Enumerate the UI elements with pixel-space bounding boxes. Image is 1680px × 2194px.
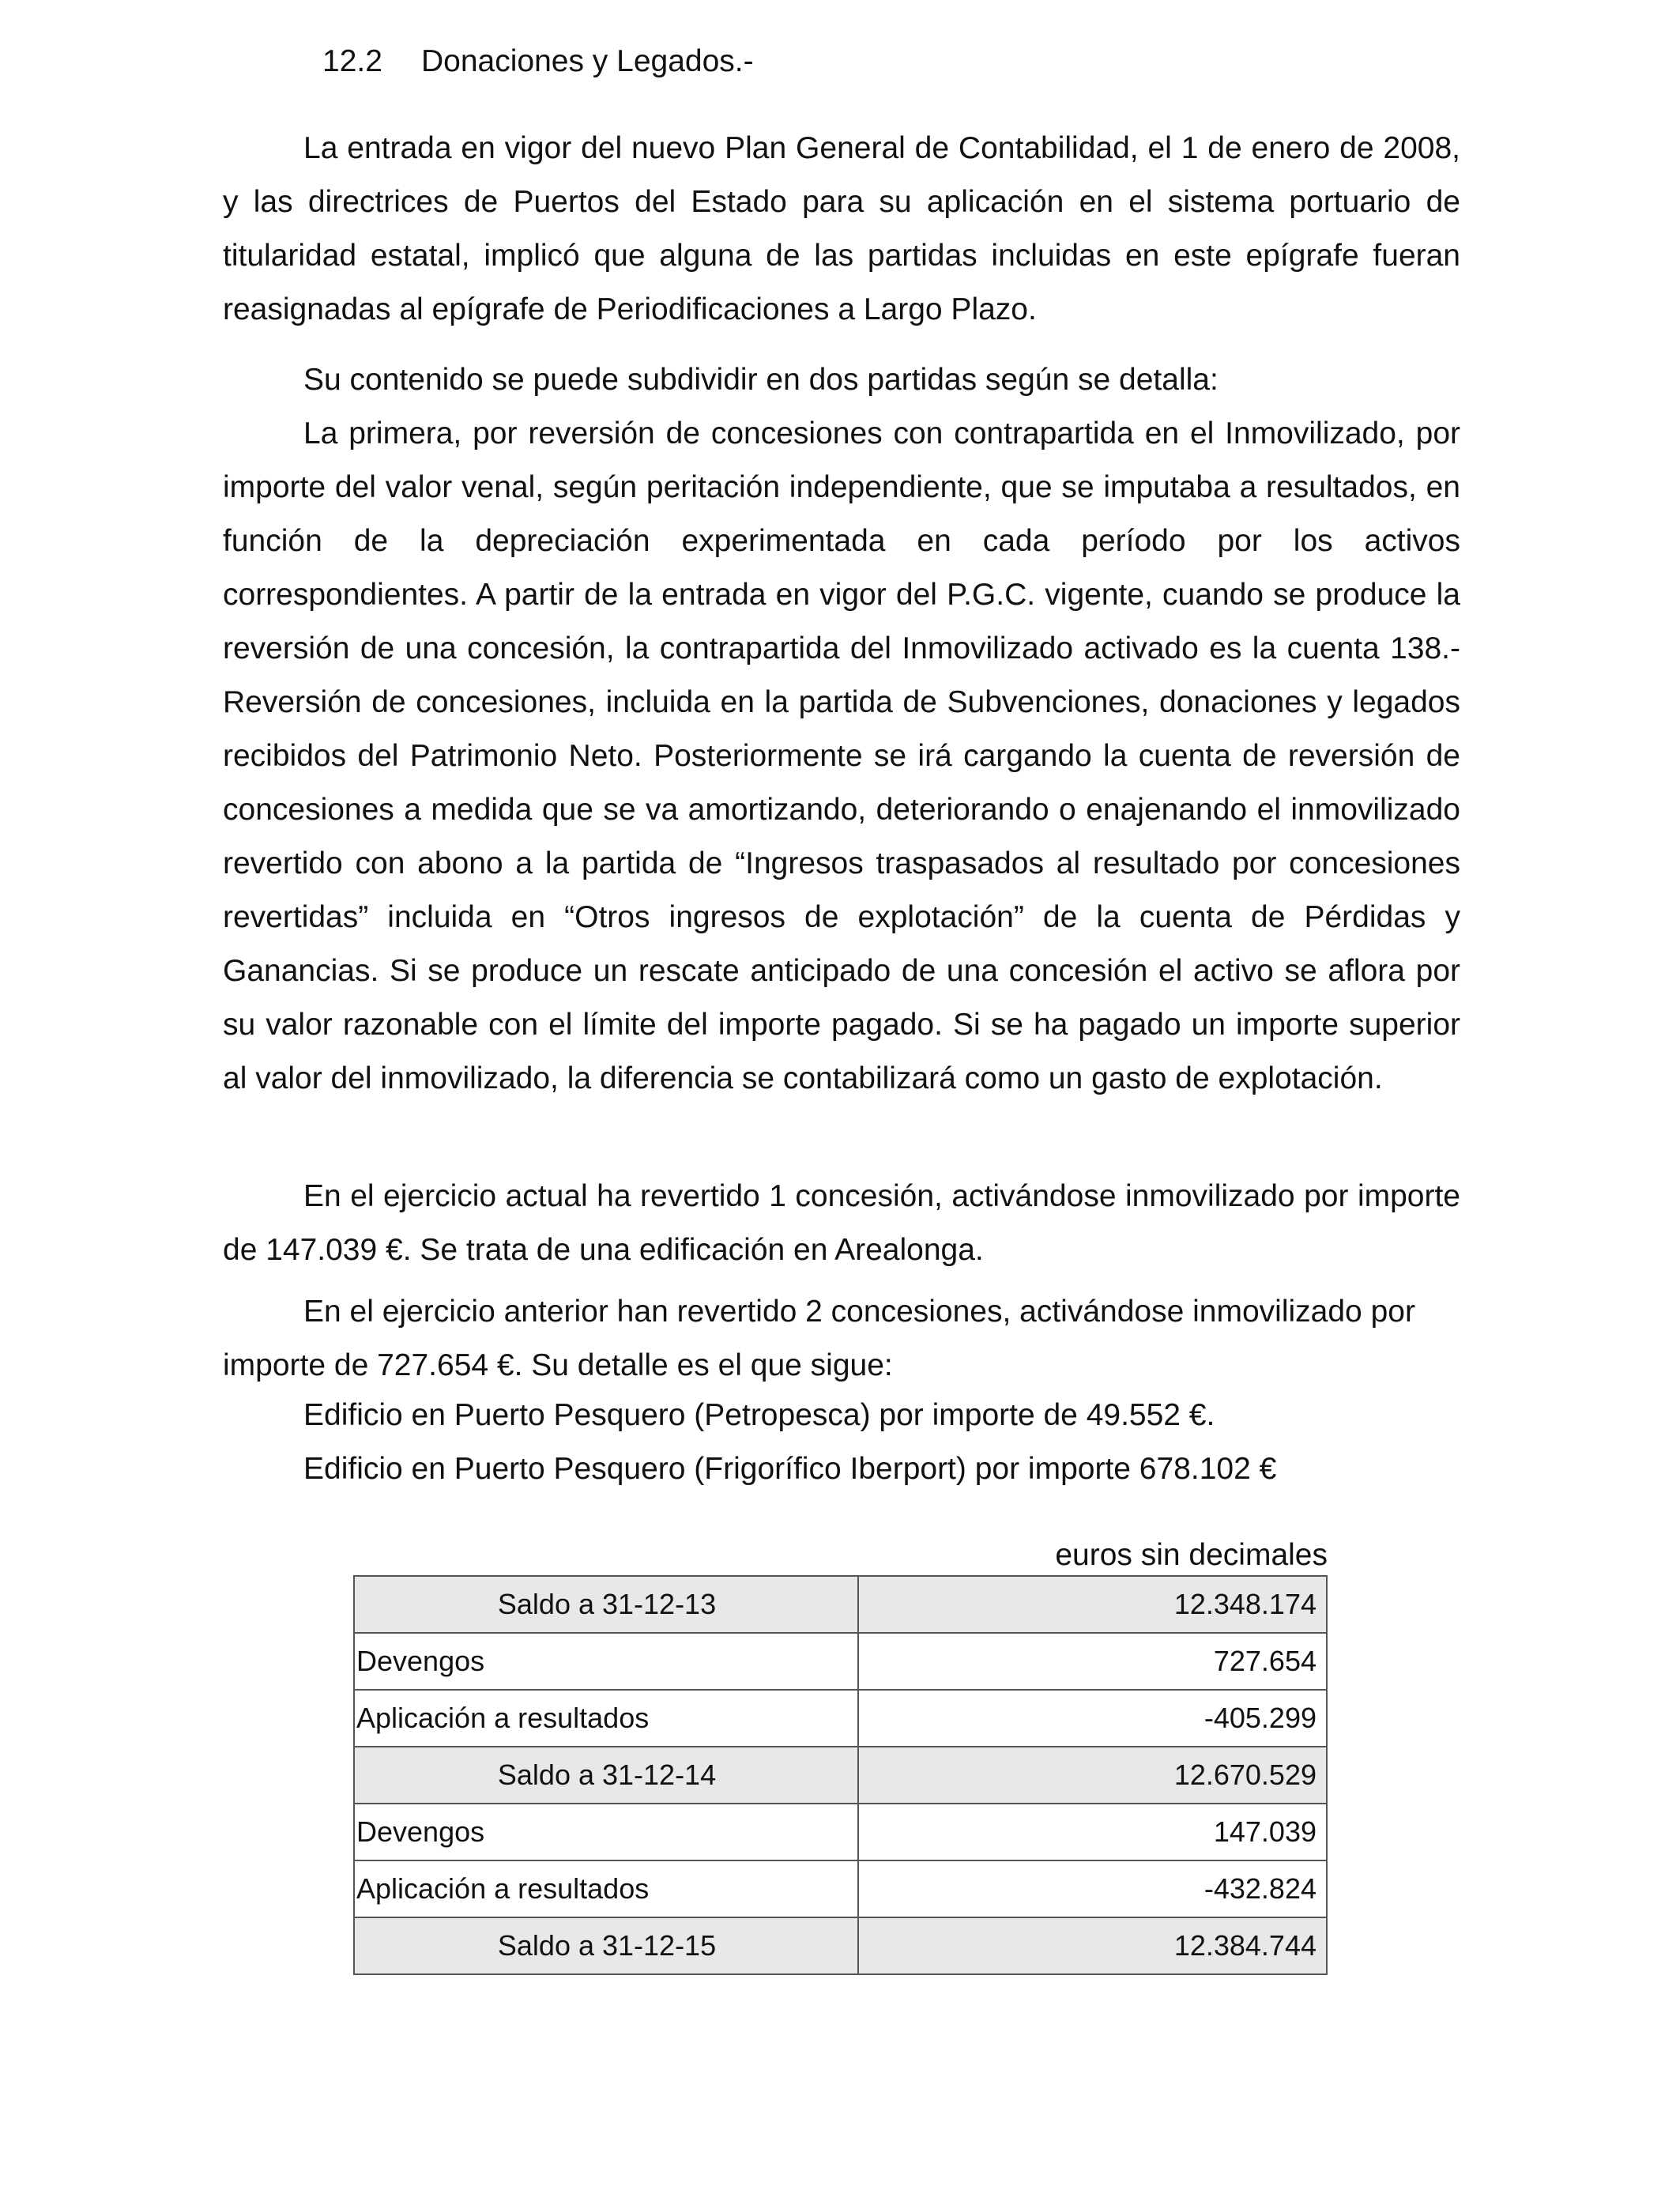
paragraph-block-current-year (223, 1170, 1460, 1277)
section-heading (322, 40, 754, 84)
table-row (354, 1633, 1327, 1690)
row-value: 147.039 (858, 1804, 1327, 1860)
detail-item-iberport: Edificio en Puerto Pesquero (Frigorífico Iberport) por importe 678.102 € (303, 1452, 1277, 1486)
paragraph-intro: La entrada en vigor del nuevo Plan General de Contabilidad, el 1 de enero de 2008, y las directrices de Puertos del Estado para su aplicación en el sistema portuario de titularidad estatal, implicó que alguna de las partidas incluidas en este epígrafe fueran reasignadas al epígrafe de Periodificaciones a Largo Plazo. (223, 131, 1460, 326)
table-row (354, 1804, 1327, 1860)
row-label: Aplicación a resultados (354, 1860, 858, 1917)
paragraph-first-item: La primera, por reversión de concesiones con contrapartida en el Inmovilizado, por importe del valor venal, según peritación independiente, que se imputaba a resultados, en función de la depreciación experimentada en cada período por los activos correspondientes. A partir de la entrada en vigor del P.G.C. vigente, cuando se produce la reversión de una concesión, la contrapartida del Inmovilizado activado es la cuenta 138.- Reversión de concesiones, incluida en la partida de Subvenciones, donaciones y legados recibidos del Patrimonio Neto. Posteriormente se irá cargando la cuenta de reversión de concesiones a medida que se va amortizando, deteriorando o enajenando el inmovilizado revertido con abono a la partida de “Ingresos traspasados al resultado por concesiones revertidas” incluida en “Otros ingresos de explotación” de la cuenta de Pérdidas y Ganancias. Si se produce un rescate anticipado de una concesión el activo se aflora por su valor razonable con el límite del importe pagado. Si se ha pagado un importe superior al valor del inmovilizado, la diferencia se contabilizará como un gasto de explotación. (223, 417, 1460, 1095)
paragraph-previous-year: En el ejercicio anterior han revertido 2 concesiones, activándose inmovilizado por importe de 727.654 €. Su detalle es el que sigue: (223, 1295, 1415, 1382)
balance-table (353, 1575, 1328, 1975)
table-row (354, 1576, 1327, 1633)
table-row (354, 1917, 1327, 1974)
section-title: Donaciones y Legados.- (421, 44, 754, 78)
row-value: 12.348.174 (858, 1576, 1327, 1633)
paragraph-block-contents (223, 353, 1460, 1106)
table-unit-label: euros sin decimales (1055, 1538, 1328, 1572)
row-value: 12.670.529 (858, 1747, 1327, 1804)
row-label: Saldo a 31-12-13 (354, 1576, 858, 1633)
paragraph-block-previous-year (223, 1285, 1460, 1393)
detail-item-petropesca: Edificio en Puerto Pesquero (Petropesca) por importe de 49.552 €. (303, 1398, 1215, 1432)
paragraph-block-intro (223, 122, 1460, 337)
row-label: Devengos (354, 1804, 858, 1860)
row-label: Aplicación a resultados (354, 1690, 858, 1747)
section-number: 12.2 (322, 44, 382, 78)
row-value: 727.654 (858, 1633, 1327, 1690)
row-label: Devengos (354, 1633, 858, 1690)
table-row (354, 1690, 1327, 1747)
row-value: -405.299 (858, 1690, 1327, 1747)
paragraph-subdivision: Su contenido se puede subdividir en dos partidas según se detalla: (303, 363, 1219, 397)
row-value: 12.384.744 (858, 1917, 1327, 1974)
row-value: -432.824 (858, 1860, 1327, 1917)
paragraph-current-year: En el ejercicio actual ha revertido 1 concesión, activándose inmovilizado por importe de 147.039 €. Se trata de una edificación en Arealonga. (223, 1179, 1460, 1267)
table-row (354, 1860, 1327, 1917)
row-label: Saldo a 31-12-15 (354, 1917, 858, 1974)
table-row (354, 1747, 1327, 1804)
row-label: Saldo a 31-12-14 (354, 1747, 858, 1804)
